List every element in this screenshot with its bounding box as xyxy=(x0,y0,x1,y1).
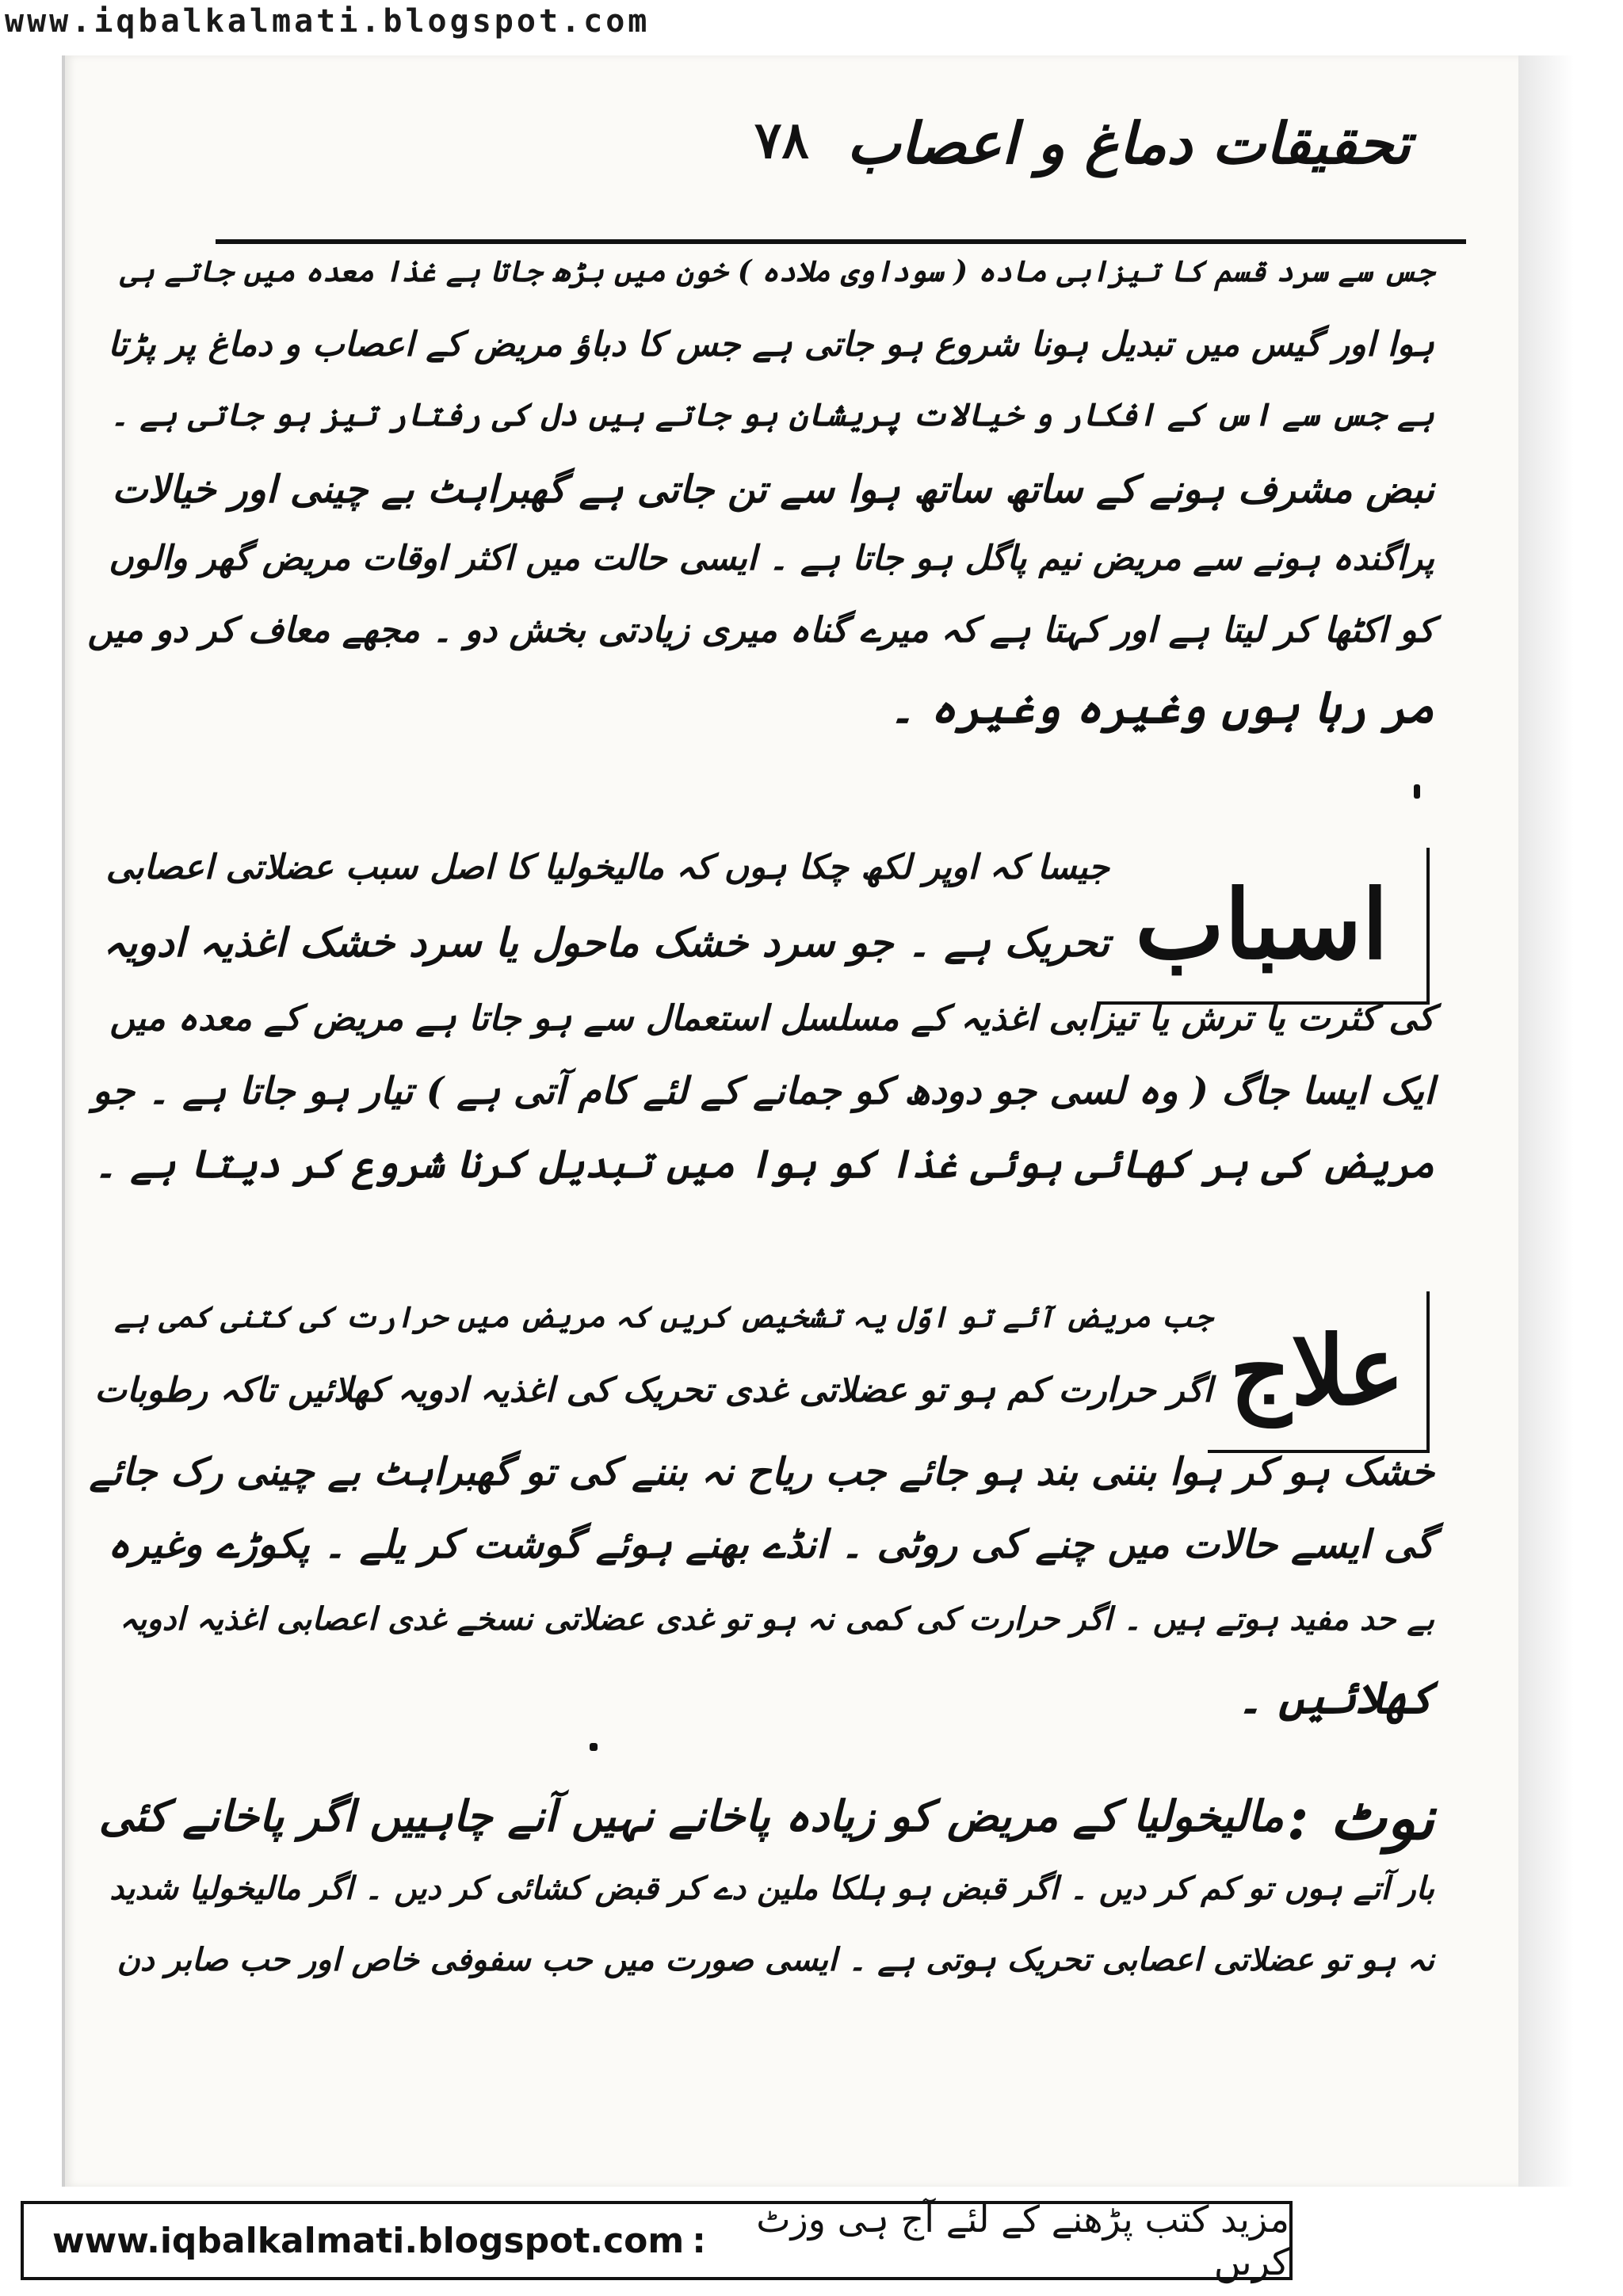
text-line: بے حد مفید ہوتے ہیں ۔ اگر حرارت کی کمی نہ ہو تو غدی عضلاتی نسخے غدی اعصابی اغذیہ ادویہ xyxy=(119,1600,1434,1638)
note-label: نوٹ : xyxy=(1286,1783,1434,1853)
text-line: کی کثرت یا ترش یا تیزابی اغذیہ کے مسلسل استعمال سے ہو جاتا ہے مریض کے معدہ میں xyxy=(109,998,1434,1039)
text-line: بار آتے ہوں تو کم کر دیں ۔ اگر قبض ہو ہلکا ملین دے کر قبض کشائی کر دیں ۔ اگر مالیخولیا شدید xyxy=(109,1870,1434,1907)
text-line: گی ایسے حالات میں چنے کی روٹی ۔ انڈے بھنے ہوئے گوشت کر یلے ۔ پکوڑے وغیرہ xyxy=(107,1521,1434,1567)
text-line: نہ ہو تو عضلاتی اعصابی تحریک ہوتی ہے ۔ ایسی صورت میں حب سفوفی خاص اور حب صابر دن xyxy=(116,1941,1434,1978)
text-line: ہوا اور گیس میں تبدیل ہونا شروع ہو جاتی ہے جس کا دباؤ مریض کے اعصاب و دماغ پر پڑتا xyxy=(108,325,1434,364)
text-line: مالیخولیا کے مریض کو زیادہ پاخانے نہیں آنے چاہییں اگر پاخانے کئی xyxy=(98,1791,1284,1841)
text-line: خشک ہو کر ہوا بننی بند ہو جائے جب ریاح نہ بننے کی تو گھبراہٹ بے چینی رک جائے xyxy=(89,1450,1434,1494)
footer-url[interactable]: www.iqbalkalmati.blogspot.com xyxy=(52,2220,685,2261)
text-line: کو اکٹھا کر لیتا ہے اور کہتا ہے کہ میرے گناہ میری زیادتی بخش دو ۔ مجھے معاف کر دو میں xyxy=(87,610,1434,650)
scanned-page xyxy=(62,55,1522,2187)
heading-ilaj: علاج xyxy=(1208,1291,1430,1453)
text-line: مریض کی ہر کھائی ہوئی غذا کو ہوا میں تبدیل کرنا شروع کر دیتا ہے ۔ xyxy=(94,1141,1434,1187)
text-line: جب مریض آئے تو اوّل یہ تشخیص کریں کہ مریض میں حرارت کی کتنی کمی ہے xyxy=(114,1299,1212,1334)
text-line: ہے جس سے اس کے افکار و خیالات پریشان ہو جاتے ہیں دل کی رفتار تیز ہو جاتی ہے ۔ xyxy=(110,396,1434,433)
text-line: ایک ایسا جاگ ( وہ لسی جو دودھ کو جمانے کے لئے کام آتی ہے ) تیار ہو جاتا ہے ۔ جو xyxy=(92,1070,1434,1113)
scan-speck xyxy=(1414,784,1420,799)
text-line: جیسا کہ اوپر لکھ چکا ہوں کہ مالیخولیا کا اصل سبب عضلاتی اعصابی xyxy=(105,848,1109,887)
header-divider xyxy=(216,239,1466,244)
text-line: کھلائیں ۔ xyxy=(1236,1672,1434,1724)
text-line: مر رہا ہوں وغیرہ وغیرہ ۔ xyxy=(888,681,1434,734)
scan-speck xyxy=(590,1743,598,1751)
text-line: اگر حرارت کم ہو تو عضلاتی غدی تحریک کی اغذیہ ادویہ کھلائیں تاکہ رطوبات xyxy=(94,1371,1212,1410)
footer-separator: : xyxy=(692,2220,706,2261)
footer-banner xyxy=(21,2198,1293,2283)
text-line: تحریک ہے ۔ جو سرد خشک ماحول یا سرد خشک اغذیہ ادویہ xyxy=(103,919,1109,966)
page-edge xyxy=(1518,55,1574,2187)
page-header xyxy=(65,103,1522,198)
text-line: جس سے سرد قسم کا تیزابی مادہ ( سوداوی ملادہ ) خون میں بڑھ جاتا ہے غذا معدہ میں جاتے ہی xyxy=(120,254,1434,288)
heading-asbab: اسباب xyxy=(1097,848,1430,1005)
page-title: تحقیقات دماغ و اعصاب xyxy=(846,109,1411,177)
site-url-top[interactable]: www.iqbalkalmati.blogspot.com xyxy=(5,3,651,40)
page-number: ۷۸ xyxy=(754,111,809,170)
text-line: نبض مشرف ہونے کے ساتھ ساتھ ہوا سے تن جاتی ہے گھبراہٹ بے چینی اور خیالات xyxy=(112,467,1434,512)
footer-urdu-text: مزید کتب پڑھنے کے لئے آج ہی وزٹ کریں xyxy=(756,2198,1289,2283)
text-line: پراگندہ ہونے سے مریض نیم پاگل ہو جاتا ہے ۔ ایسی حالت میں اکثر اوقات مریض گھر والوں xyxy=(109,539,1434,578)
